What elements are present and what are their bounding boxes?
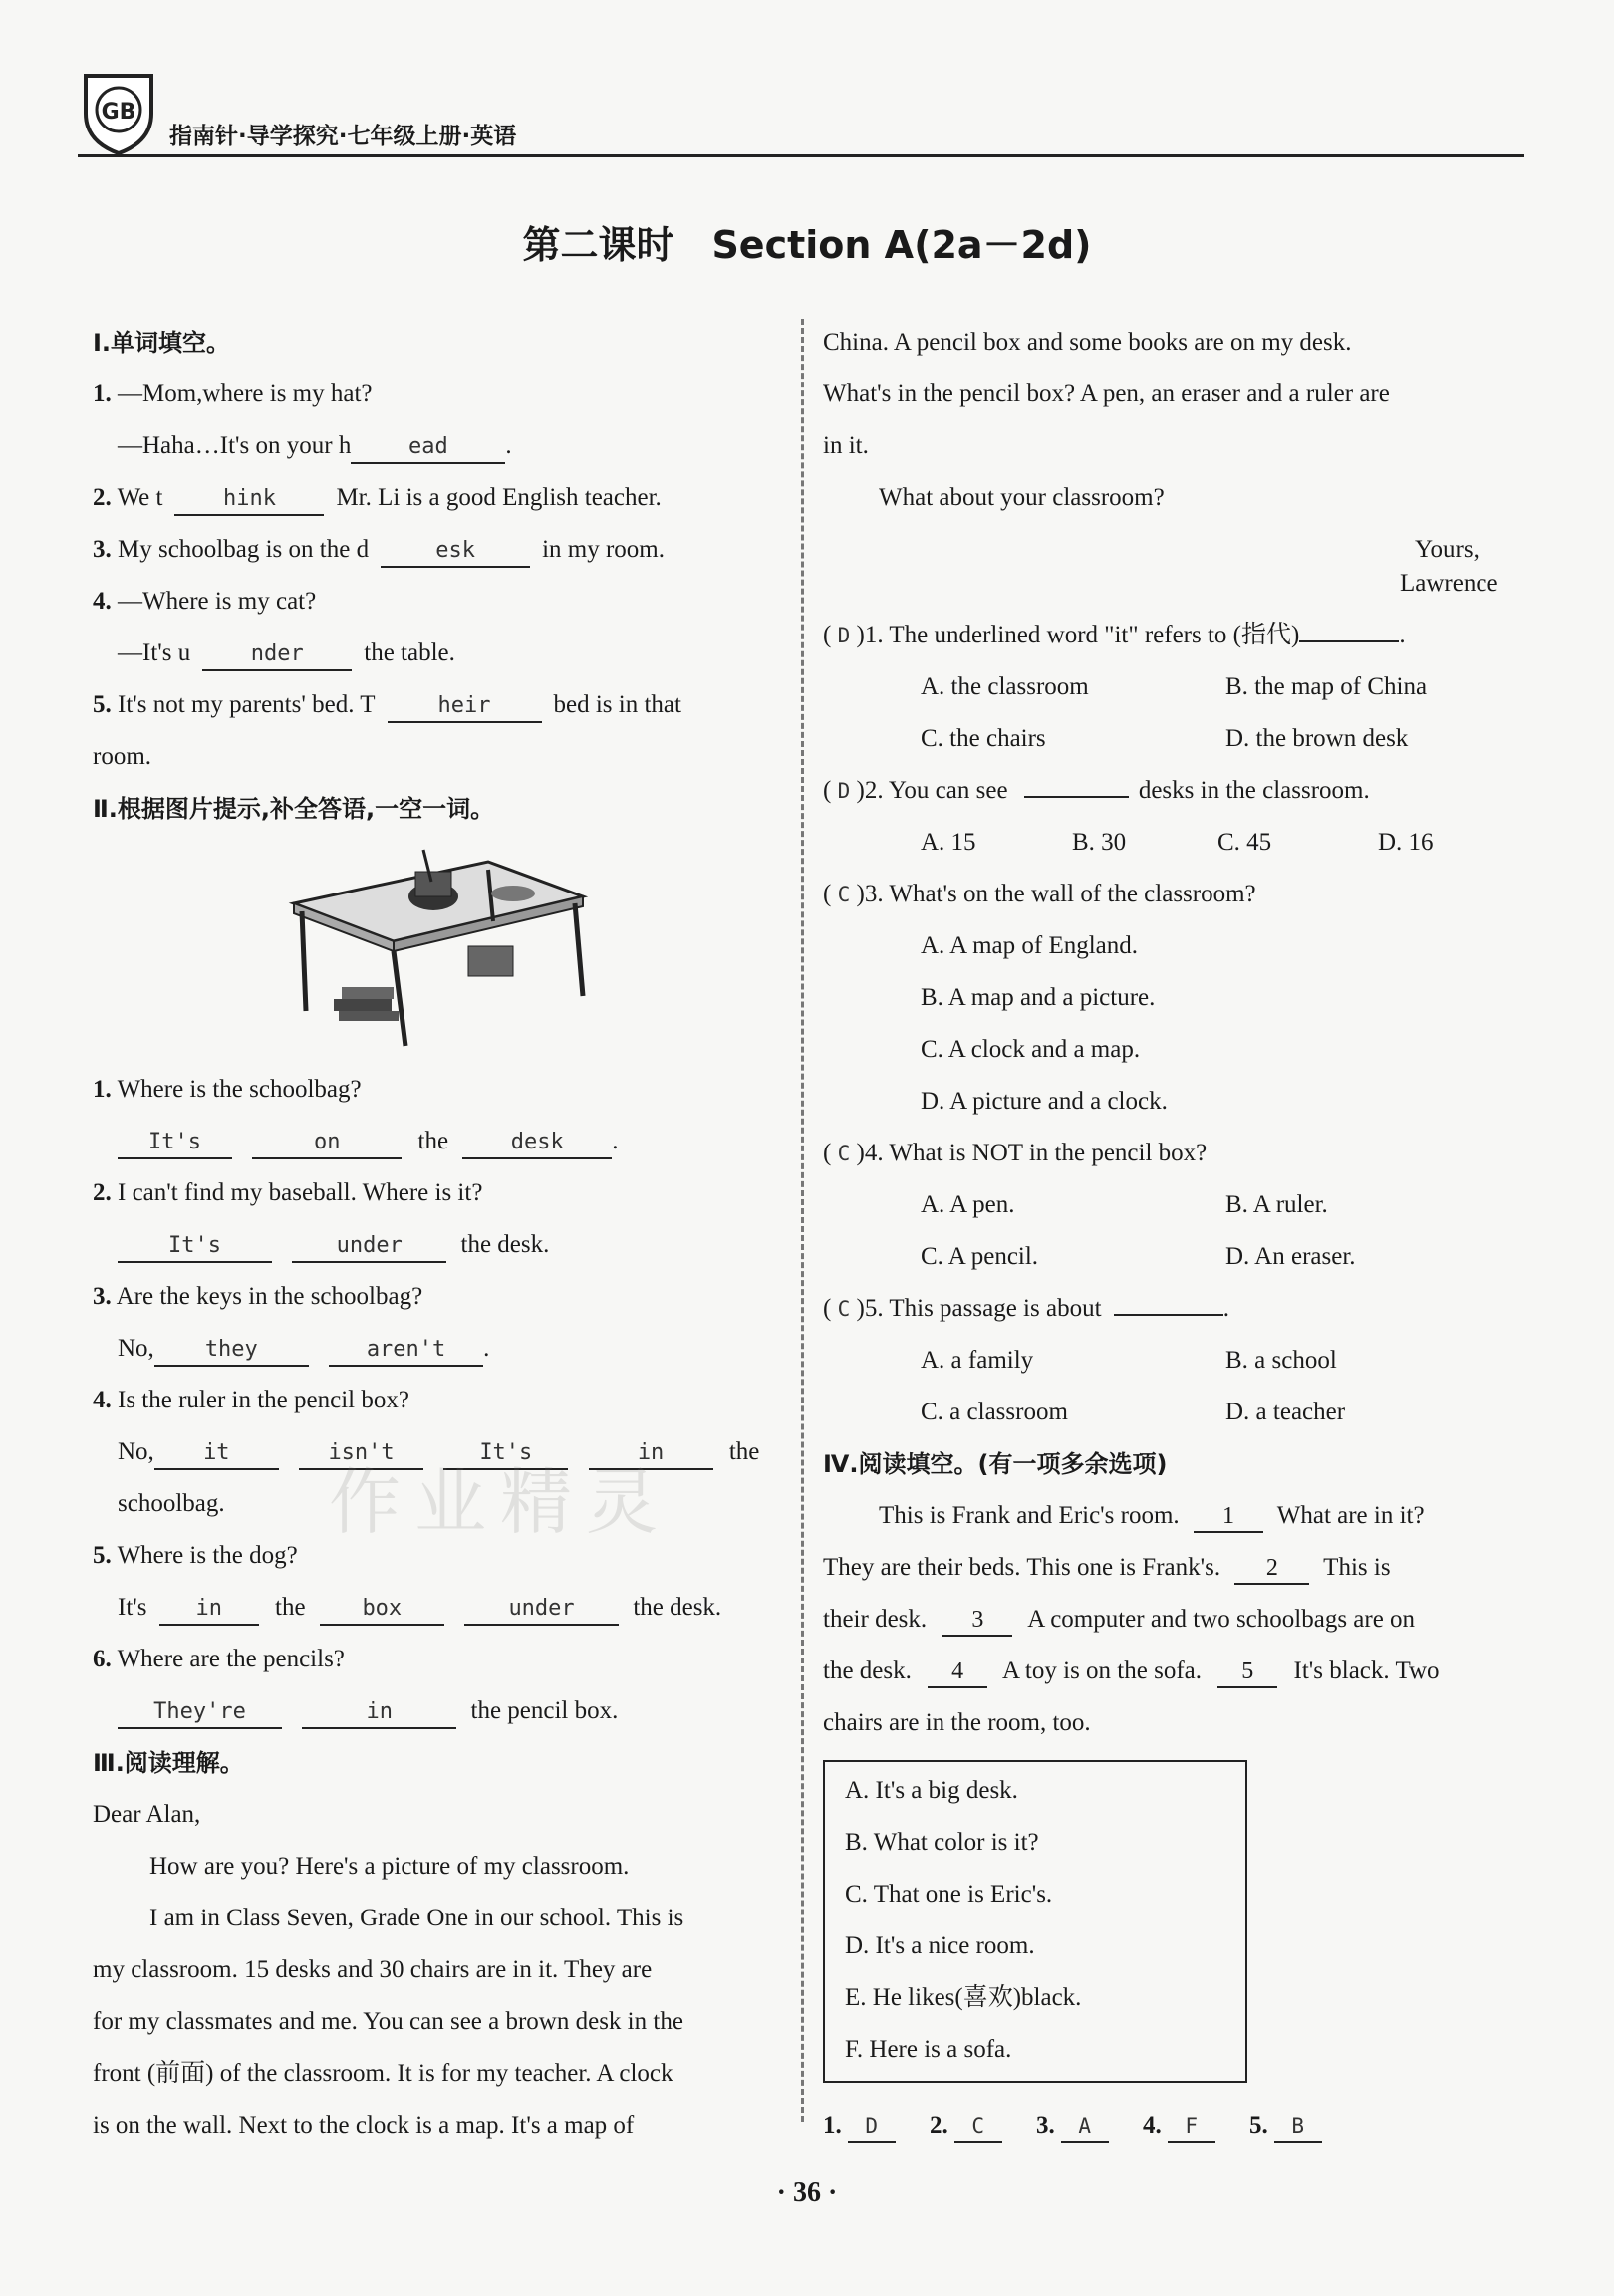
option[interactable]: B. A ruler. — [1225, 1191, 1328, 1218]
s2-a6-blank1[interactable]: They're — [118, 1697, 282, 1729]
s1-q1-answer[interactable]: ead — [351, 432, 505, 464]
option[interactable]: A. 15 — [921, 829, 976, 856]
option[interactable]: A. A map of England. — [921, 932, 1139, 959]
s1-q1-b: —Haha…It's on your h ead . — [118, 428, 512, 464]
option[interactable]: B. a school — [1225, 1347, 1337, 1374]
s2-a3-blank2[interactable]: aren't — [329, 1335, 483, 1367]
option[interactable]: A. the classroom — [921, 673, 1089, 700]
section4-heading: Ⅳ.阅读填空。(有一项多余选项) — [823, 1450, 1168, 1478]
reading-question: ( C )4. What is NOT in the pencil box? — [823, 1140, 1208, 1166]
cloze-option: D. It's a nice room. — [845, 1932, 1035, 1959]
s2-a2: It's under the desk. — [118, 1227, 549, 1263]
s2-a4-blank1[interactable]: it — [154, 1438, 279, 1470]
cloze-option: E. He likes(喜欢)black. — [845, 1984, 1082, 2011]
option[interactable]: C. A pencil. — [921, 1243, 1039, 1270]
s2-q4: 4. Is the ruler in the pencil box? — [93, 1387, 409, 1413]
reading-answer[interactable]: C — [837, 1142, 851, 1165]
s2-q3: 3. Are the keys in the schoolbag? — [93, 1283, 423, 1310]
s2-a3-blank1[interactable]: they — [154, 1335, 309, 1367]
table-illustration — [284, 842, 593, 1051]
s2-a1: It's on the desk . — [118, 1124, 619, 1159]
s2-a5-blank2[interactable]: box — [320, 1594, 444, 1626]
option[interactable]: D. 16 — [1378, 829, 1434, 856]
s2-a4-blank4[interactable]: in — [589, 1438, 713, 1470]
option[interactable]: C. the chairs — [921, 725, 1046, 752]
letter-line: China. A pencil box and some books are on my desk. — [823, 329, 1352, 356]
reading-answer[interactable]: C — [837, 883, 851, 906]
option[interactable]: C. a classroom — [921, 1399, 1068, 1425]
s1-q5: 5. It's not my parents' bed. T heir bed is in that — [93, 687, 681, 723]
s1-q4-b: —It's u nder the table. — [118, 636, 455, 671]
cloze-line: the desk. 4 A toy is on the sofa. 5 It's black. Two — [823, 1654, 1440, 1689]
section2-heading: Ⅱ.根据图片提示,补全答语,一空一词。 — [93, 795, 495, 823]
s1-q1-a: 1. —Mom,where is my hat? — [93, 381, 373, 407]
s2-a2-blank1[interactable]: It's — [118, 1231, 272, 1263]
cloze-answer[interactable]: F — [1168, 2111, 1215, 2143]
reading-answer[interactable]: D — [837, 779, 851, 803]
option[interactable]: B. the map of China — [1225, 673, 1428, 700]
option[interactable]: B. A map and a picture. — [921, 984, 1156, 1011]
cloze-answer-row: 1. D 2. C 3. A 4. F 5. B — [823, 2108, 1322, 2144]
s2-q5: 5. Where is the dog? — [93, 1542, 298, 1569]
letter-signature: Lawrence — [1400, 570, 1498, 597]
watermark: 作业精灵 — [329, 1460, 672, 1544]
option[interactable]: C. 45 — [1217, 829, 1272, 856]
logo-text: GB — [101, 100, 136, 125]
page-title: 第二课时 Section A(2a－2d) — [522, 223, 1092, 267]
s1-q3: 3. My schoolbag is on the d esk in my room. — [93, 532, 665, 568]
letter-closing: Yours, — [1415, 536, 1480, 563]
cloze-option: C. That one is Eric's. — [845, 1881, 1053, 1908]
cloze-blank[interactable]: 1 — [1194, 1501, 1263, 1533]
page-number: · 36 · — [776, 2177, 838, 2208]
s2-a4-cont: schoolbag. — [118, 1490, 225, 1517]
cloze-blank[interactable]: 2 — [1234, 1553, 1309, 1585]
s2-a1-blank3[interactable]: desk — [462, 1128, 612, 1159]
cloze-option: F. Here is a sofa. — [845, 2036, 1012, 2063]
header-series: 指南针·导学探究·七年级上册·英语 — [169, 124, 517, 149]
option[interactable]: D. the brown desk — [1225, 725, 1409, 752]
cloze-line: They are their beds. This one is Frank's. 2 This is — [823, 1550, 1391, 1586]
letter-line: How are you? Here's a picture of my classroom. — [149, 1853, 630, 1880]
letter-line: front (前面) of the classroom. It is for my teacher. A clock — [93, 2060, 673, 2087]
section1-heading: Ⅰ.单词填空。 — [93, 329, 231, 357]
cloze-option: A. It's a big desk. — [845, 1777, 1018, 1804]
reading-question: ( D )2. You can see desks in the classroom. — [823, 777, 1370, 804]
letter-line: I am in Class Seven, Grade One in our school. This is — [149, 1905, 684, 1931]
s2-a6: They're in the pencil box. — [118, 1693, 618, 1729]
cloze-blank[interactable]: 4 — [928, 1657, 987, 1688]
s2-a5-blank1[interactable]: in — [159, 1594, 259, 1626]
cloze-blank[interactable]: 3 — [942, 1605, 1012, 1637]
s1-q4-a: 4. —Where is my cat? — [93, 588, 317, 615]
cloze-answer[interactable]: C — [954, 2111, 1002, 2143]
option[interactable]: A. a family — [921, 1347, 1034, 1374]
column-divider — [801, 319, 804, 2122]
s2-a4-blank2[interactable]: isn't — [299, 1438, 423, 1470]
publisher-logo — [78, 70, 159, 155]
cloze-line: This is Frank and Eric's room. 1 What are in it? — [879, 1498, 1425, 1534]
s1-q5-cont: room. — [93, 743, 152, 770]
s2-a4: No, it isn't It's in the — [118, 1434, 759, 1470]
s1-q2-answer[interactable]: hink — [174, 484, 324, 516]
s1-q4-answer[interactable]: nder — [202, 639, 352, 671]
section3-heading: Ⅲ.阅读理解。 — [93, 1749, 244, 1777]
letter-line: What about your classroom? — [879, 484, 1165, 511]
option[interactable]: C. A clock and a map. — [921, 1036, 1141, 1063]
s2-a4-blank3[interactable]: It's — [443, 1438, 568, 1470]
option[interactable]: D. a teacher — [1225, 1399, 1346, 1425]
letter-salutation: Dear Alan, — [93, 1801, 201, 1828]
option[interactable]: A. A pen. — [921, 1191, 1015, 1218]
s2-a3: No, they aren't . — [118, 1331, 489, 1367]
cloze-option: B. What color is it? — [845, 1829, 1039, 1856]
cloze-line: chairs are in the room, too. — [823, 1709, 1091, 1736]
s2-a1-blank2[interactable]: on — [252, 1128, 402, 1159]
s2-a2-blank2[interactable]: under — [292, 1231, 446, 1263]
reading-answer[interactable]: D — [837, 624, 851, 647]
s2-a1-blank1[interactable]: It's — [118, 1128, 232, 1159]
letter-line: my classroom. 15 desks and 30 chairs are in it. They are — [93, 1956, 653, 1983]
letter-line: What's in the pencil box? A pen, an eraser and a ruler are — [823, 381, 1390, 407]
reading-question: ( D )1. The underlined word "it" refers to (指代) . — [823, 622, 1406, 648]
cloze-answer[interactable]: A — [1061, 2111, 1109, 2143]
s1-q2: 2. We t hink Mr. Li is a good English teacher. — [93, 480, 662, 516]
header-rule — [78, 154, 1524, 157]
s1-q3-answer[interactable]: esk — [381, 536, 530, 568]
s2-q1: 1. Where is the schoolbag? — [93, 1076, 362, 1103]
cloze-blank[interactable]: 5 — [1217, 1657, 1277, 1688]
s2-a5: It's in the box under the desk. — [118, 1590, 721, 1626]
option[interactable]: D. An eraser. — [1225, 1243, 1356, 1270]
cloze-line: their desk. 3 A computer and two schoolbags are on — [823, 1602, 1415, 1638]
cloze-answer[interactable]: D — [848, 2111, 896, 2143]
letter-line: in it. — [823, 432, 869, 459]
s2-a5-blank3[interactable]: under — [464, 1594, 619, 1626]
letter-line: is on the wall. Next to the clock is a map. It's a map of — [93, 2112, 635, 2139]
cloze-answer[interactable]: B — [1274, 2111, 1322, 2143]
s2-q2: 2. I can't find my baseball. Where is it? — [93, 1179, 483, 1206]
s1-q5-answer[interactable]: heir — [388, 691, 542, 723]
s2-q6: 6. Where are the pencils? — [93, 1646, 345, 1672]
s2-a6-blank2[interactable]: in — [302, 1697, 456, 1729]
option[interactable]: B. 30 — [1072, 829, 1127, 856]
reading-answer[interactable]: C — [837, 1297, 851, 1321]
reading-question: ( C )5. This passage is about . — [823, 1295, 1230, 1322]
option[interactable]: D. A picture and a clock. — [921, 1088, 1168, 1115]
reading-question: ( C )3. What's on the wall of the classroom? — [823, 881, 1256, 907]
letter-line: for my classmates and me. You can see a brown desk in the — [93, 2008, 683, 2035]
